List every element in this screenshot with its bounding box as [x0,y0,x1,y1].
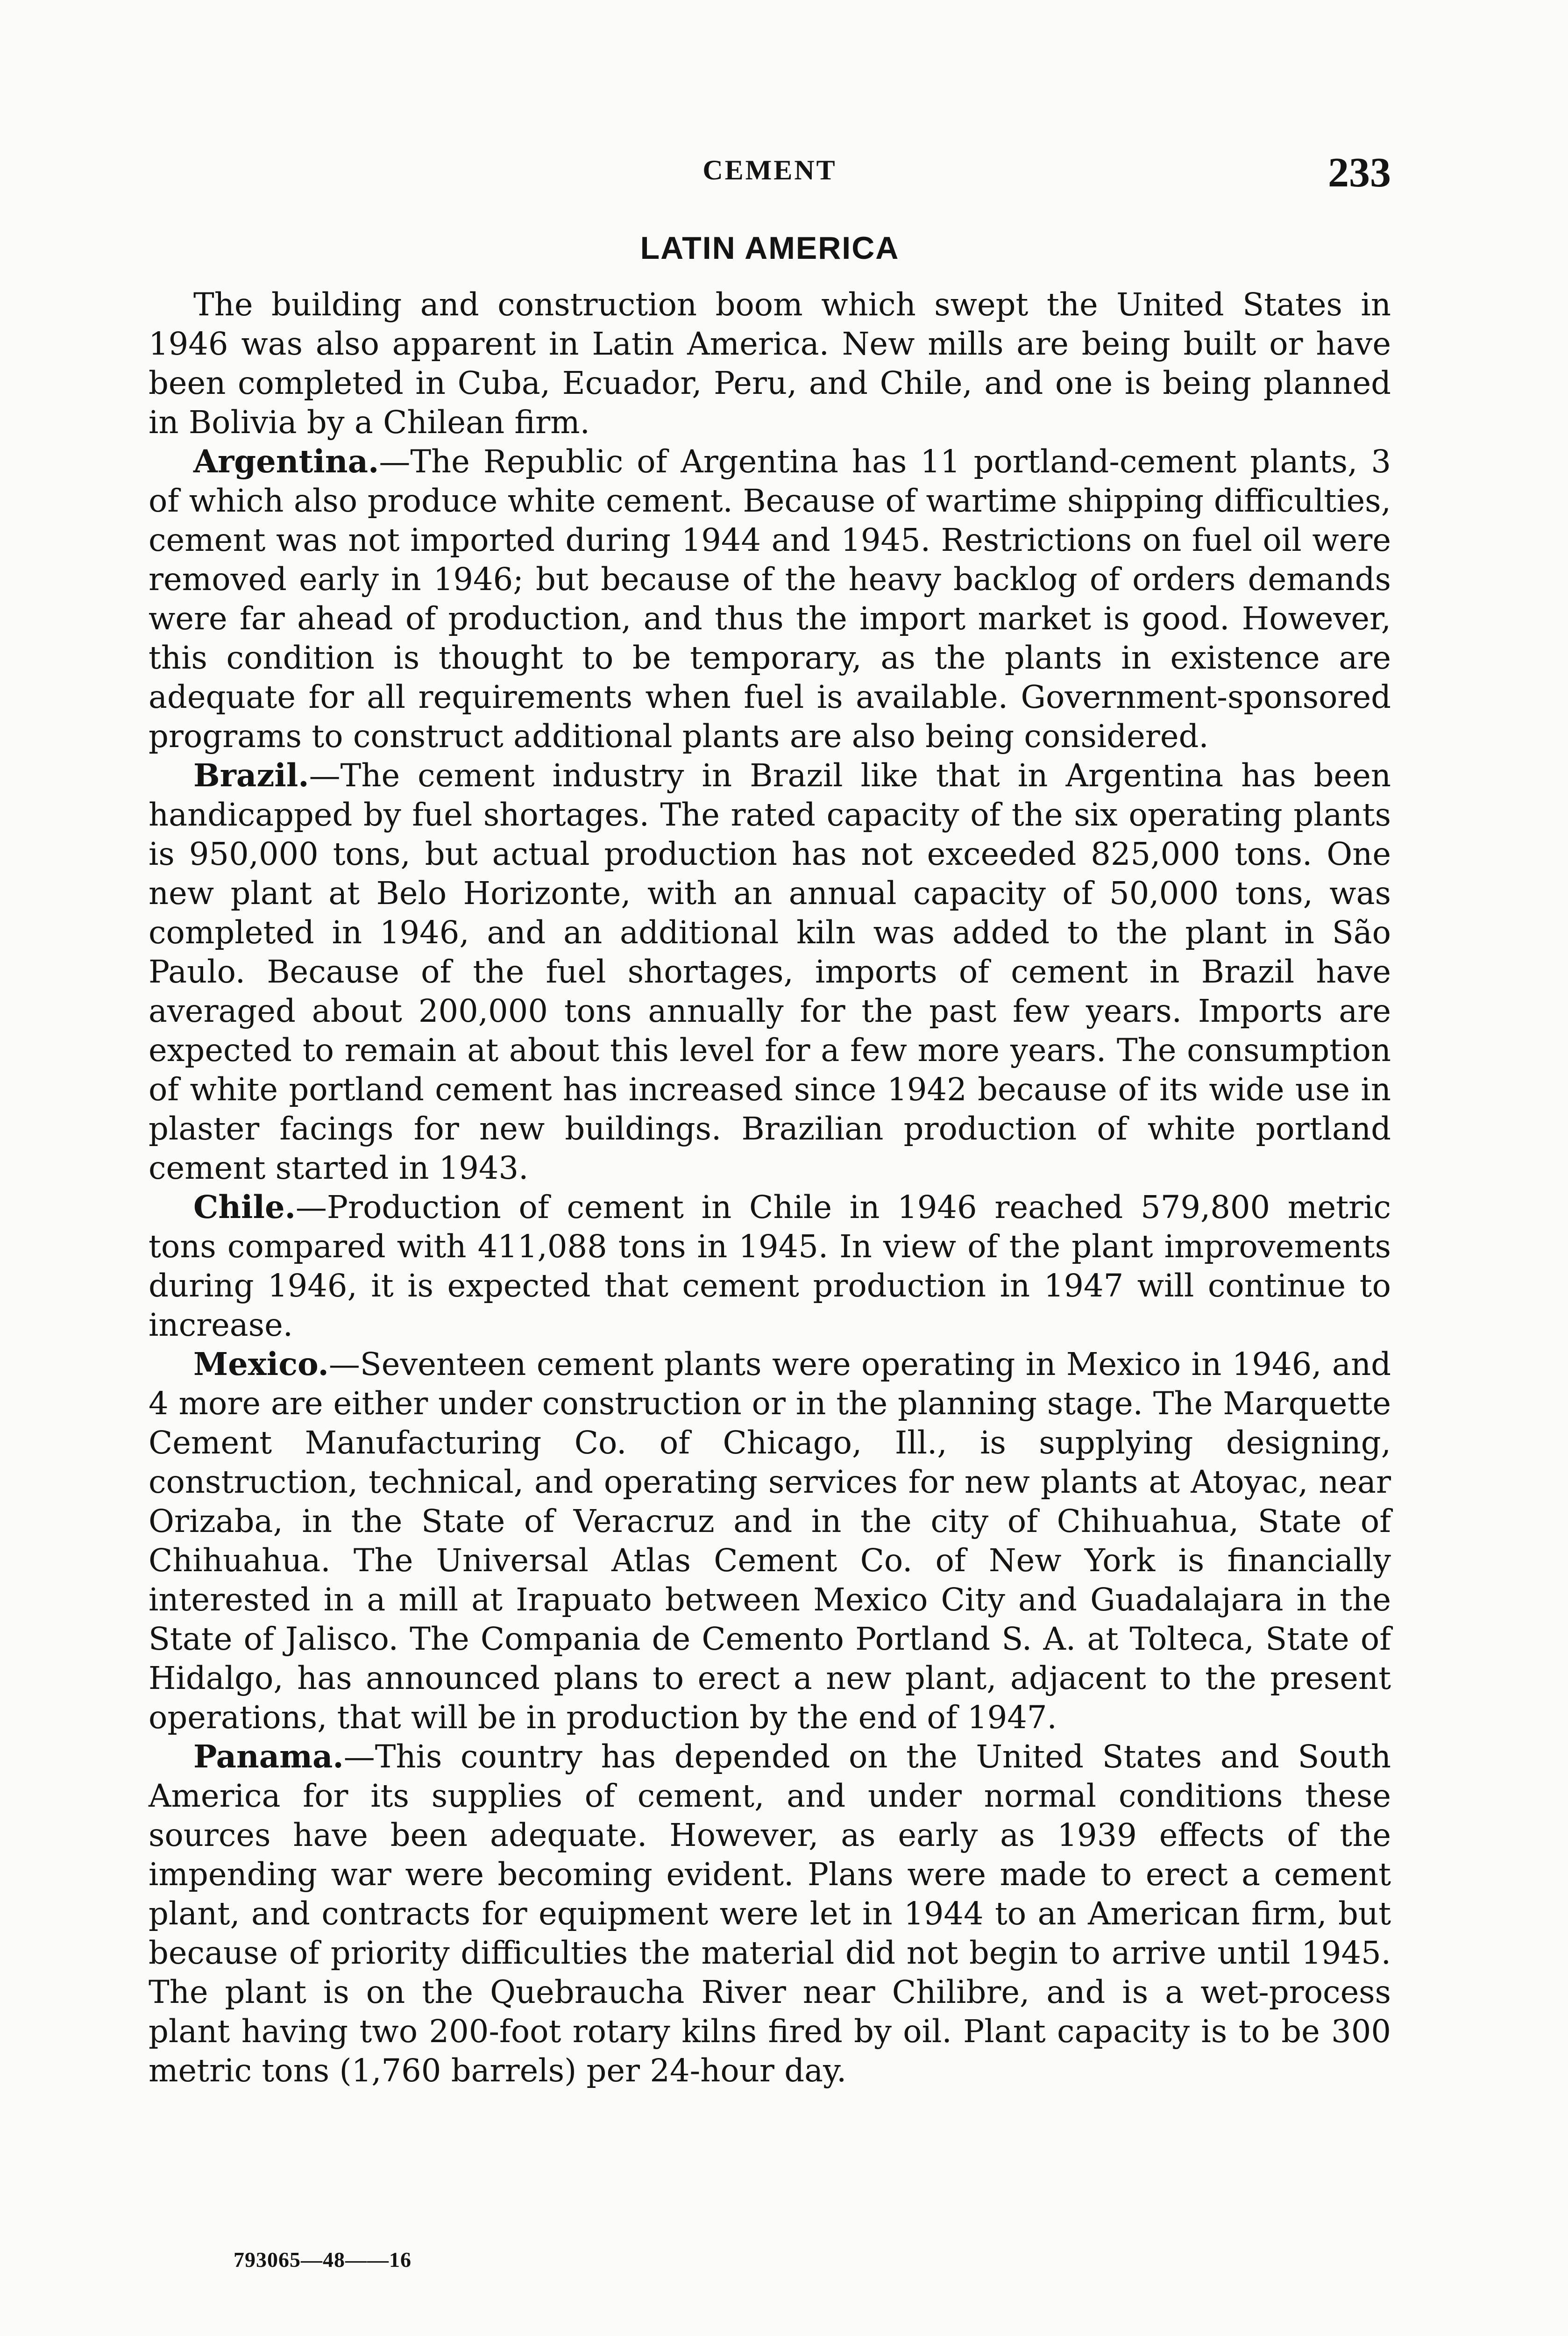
print-code: 793065—48——16 [234,2248,412,2272]
page-number: 233 [1328,150,1391,196]
running-title: CEMENT [702,155,837,185]
paragraph-text: The building and construction boom which swept the United States in 1946 was also apparent in Latin America. New mills are being built or have been completed in Cuba, Ecuador, Peru, and Chile, and one is being planned in Bolivia by a Chilean firm. [149,286,1391,441]
paragraph-lead: Brazil. [193,757,309,794]
paragraph-text: —Production of cement in Chile in 1946 reached 579,800 metric tons compared with 411,088 tons in 1945. In view of the plant improvements during 1946, it is expected that cement production in 1947 will continue to increase. [149,1189,1391,1343]
paragraph-argentina [149,442,1391,756]
paragraph-panama [149,1737,1391,2090]
paragraph-lead: Argentina. [193,443,379,480]
paragraph-chile [149,1188,1391,1345]
paragraph-text: —This country has depended on the United States and South America for its supplies of cement, and under normal conditions these sources have been adequate. However, as early as 1939 effects of the impending war were becoming evident. Plans were made to erect a cement plant, and contracts for equipment were let in 1944 to an American firm, but because of priority difficulties the material did not begin to arrive until 1945. The plant is on the Quebraucha River near Chilibre, and is a wet-process plant having two 200-foot rotary kilns fired by oil. Plant capacity is to be 300 metric tons (1,760 barrels) per 24-hour day. [149,1738,1391,2089]
body-text [149,285,1391,2090]
paragraph-intro [149,285,1391,442]
paragraph-lead: Chile. [193,1189,296,1225]
paragraph-brazil [149,756,1391,1188]
paragraph-lead: Mexico. [193,1346,329,1382]
paragraph-mexico [149,1345,1391,1737]
section-heading: LATIN AMERICA [640,230,900,266]
paragraph-text: —Seventeen cement plants were operating in Mexico in 1946, and 4 more are either under construction or in the planning stage. The Marquette Cement Manufacturing Co. of Chicago, Ill., is supplying designing, construction, technical, and operating services for new plants at Atoyac, near Orizaba, in the State of Veracruz and in the city of Chihuahua, State of Chihuahua. The Universal Atlas Cement Co. of New York is financially interested in a mill at Irapuato between Mexico City and Guadalajara in the State of Jalisco. The Compania de Cemento Portland S. A. at Tolteca, State of Hidalgo, has announced plans to erect a new plant, adjacent to the present operations, that will be in production by the end of 1947. [149,1346,1391,1736]
paragraph-text: —The Republic of Argentina has 11 portland-cement plants, 3 of which also produce white cement. Because of wartime shipping difficulties, cement was not imported during 1944 and 1945. Restrictions on fuel oil were removed early in 1946; but because of the heavy backlog of orders demands were far ahead of production, and thus the import market is good. However, this condition is thought to be temporary, as the plants in existence are adequate for all requirements when fuel is available. Government-sponsored programs to construct additional plants are also being considered. [149,443,1391,755]
paragraph-text: —The cement industry in Brazil like that in Argentina has been handicapped by fuel shortages. The rated capacity of the six operating plants is 950,000 tons, but actual production has not exceeded 825,000 tons. One new plant at Belo Horizonte, with an annual capacity of 50,000 tons, was completed in 1946, and an additional kiln was added to the plant in São Paulo. Because of the fuel shortages, imports of cement in Brazil have averaged about 200,000 tons annually for the past few years. Imports are expected to remain at about this level for a few more years. The consumption of white portland cement has increased since 1942 because of its wide use in plaster facings for new buildings. Brazilian production of white portland cement started in 1943. [149,757,1391,1186]
paragraph-lead: Panama. [193,1738,344,1775]
running-header [149,149,1391,200]
